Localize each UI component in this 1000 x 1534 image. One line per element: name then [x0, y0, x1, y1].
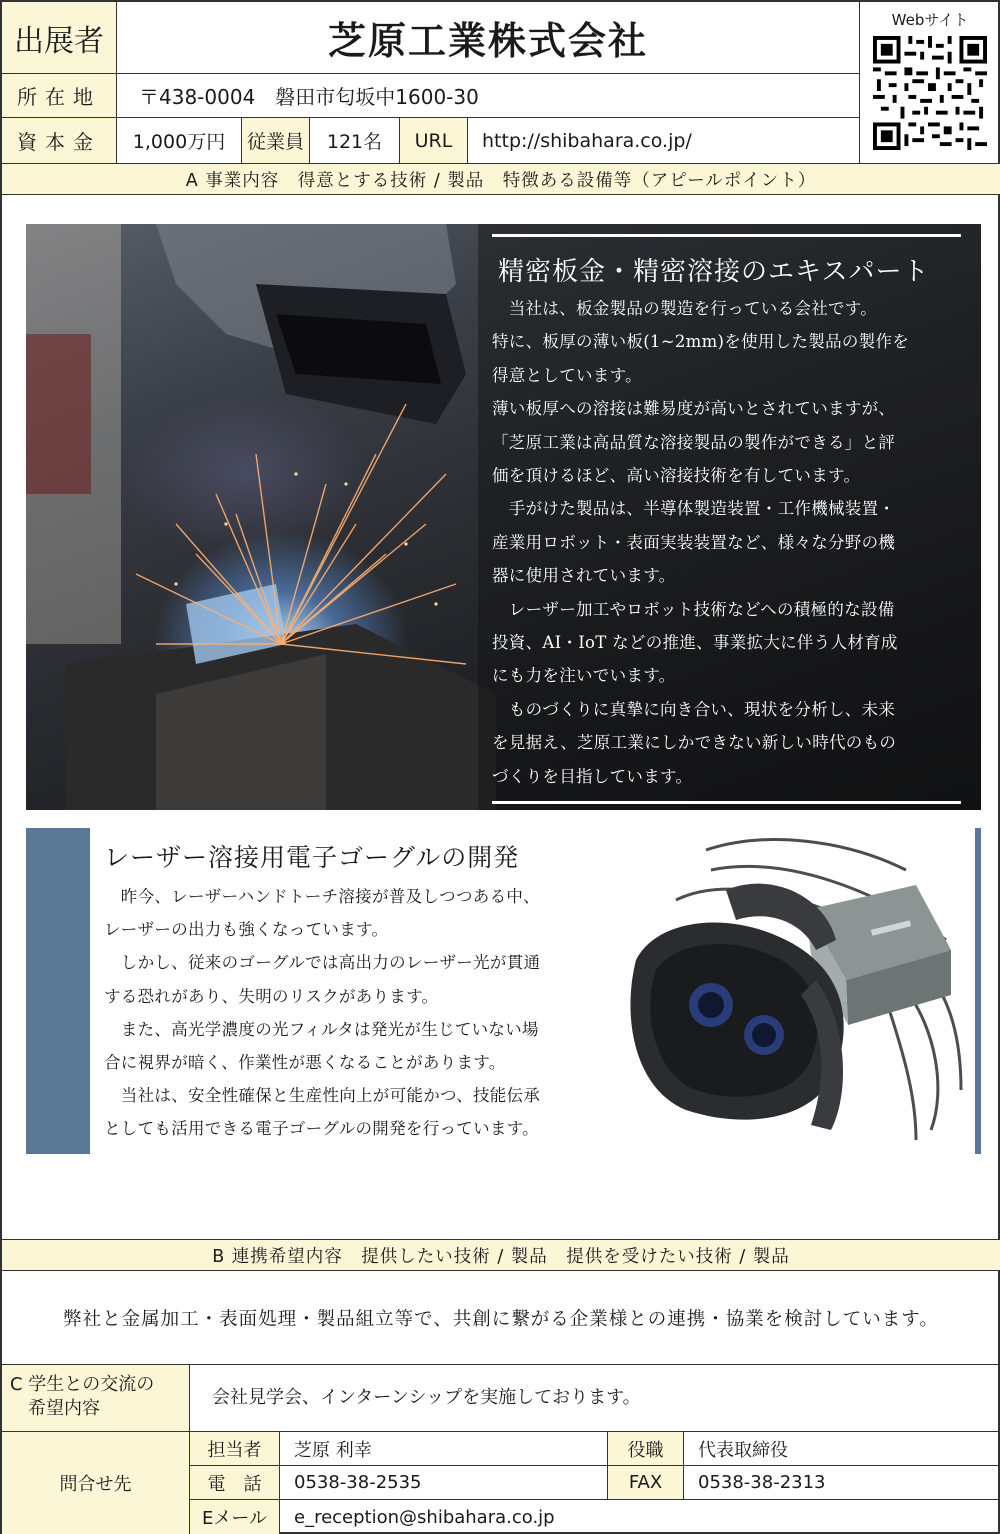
- goggle-line: レーザーの出力も強くなっています。: [104, 920, 389, 940]
- feature-line: 特に、板厚の薄い板(1~2mm)を使用した製品の製作を: [492, 332, 910, 352]
- accent-bar-right: [975, 828, 981, 1154]
- goggle-title: レーザー溶接用電子ゴーグルの開発: [104, 843, 520, 872]
- divider-bottom: [492, 801, 961, 804]
- email-link[interactable]: e_reception@shibahara.co.jp: [294, 1506, 555, 1528]
- goggle-line: しかし、従来のゴーグルでは高出力のレーザー光が貫通: [104, 953, 541, 973]
- person-value: 芝原 利幸: [280, 1432, 608, 1466]
- section-c-label-line2: 希望内容: [10, 1398, 100, 1419]
- feature-line: を見据え、芝原工業にしかできない新しい時代のもの: [492, 733, 897, 753]
- goggle-line: 昨今、レーザーハンドトーチ溶接が普及しつつある中、: [104, 887, 540, 906]
- feature-line: 産業用ロボット・表面実装装置など、様々な分野の機: [492, 532, 896, 552]
- feature-line: 手がけた製品は、半導体製造装置・工作機械装置・: [492, 499, 896, 519]
- feature-line: 投資、AI・IoT などの推進、事業拡大に伴う人材育成: [492, 633, 898, 653]
- feature-line: ものづくりに真摯に向き合い、現状を分析し、未来: [492, 699, 896, 719]
- position-label: 役職: [608, 1432, 684, 1466]
- goggle-feature-panel: [26, 828, 981, 1154]
- goggle-body: [104, 880, 624, 1146]
- feature-line: 薄い板厚への溶接は難易度が高いとされていますが、: [492, 399, 896, 419]
- section-b-heading: B 連携希望内容 提供したい技術 / 製品 提供を受けたい技術 / 製品: [2, 1239, 1000, 1271]
- qr-code-icon[interactable]: [873, 36, 987, 150]
- goggle-line: 合に視界が暗く、作業性が悪くなることがあります。: [104, 1053, 506, 1073]
- goggle-line: 当社は、安全性確保と生産性向上が可能かつ、技能伝承: [104, 1086, 541, 1106]
- exhibitor-label: 出展者: [2, 2, 117, 74]
- section-b-text: 弊社と金属加工・表面処理・製品組立等で、共創に繋がる企業様との連携・協業を検討しています。: [63, 1309, 939, 1330]
- company-name: 芝原工業株式会社: [117, 2, 860, 74]
- feature-line: レーザー加工やロボット技術などへの積極的な設備: [492, 599, 895, 619]
- feature-line: 当社は、板金製品の製造を行っている会社です。: [492, 299, 878, 318]
- feature-line: 「芝原工業は高品質な溶接製品の製作ができる」と評: [492, 432, 896, 452]
- section-c-label-line1: C 学生との交流の: [10, 1374, 155, 1395]
- feature-body: [492, 292, 961, 793]
- url-label: URL: [400, 118, 468, 164]
- email-label: Eメール: [190, 1500, 280, 1534]
- feature-line: 器に使用されています。: [492, 566, 676, 586]
- goggle-line: する恐れがあり、失明のリスクがあります。: [104, 986, 439, 1006]
- section-a-heading: A 事業内容 得意とする技術 / 製品 特徴ある設備等（アピールポイント）: [2, 163, 1000, 195]
- welding-feature-panel: [26, 224, 981, 810]
- phone-value[interactable]: 0538-38-2535: [280, 1466, 608, 1500]
- feature-title: 精密板金・精密溶接のエキスパート: [498, 257, 930, 287]
- welding-text-block: [484, 234, 969, 804]
- fax-label: FAX: [608, 1466, 684, 1500]
- feature-line: にも力を注いでいます。: [492, 666, 676, 686]
- divider-top: [492, 234, 961, 237]
- person-label: 担当者: [190, 1432, 280, 1466]
- qr-panel: [860, 2, 1000, 164]
- position-value: 代表取締役: [684, 1432, 1000, 1466]
- feature-line: づくりを目指しています。: [492, 766, 693, 786]
- goggle-line: としても活用できる電子ゴーグルの開発を行っています。: [104, 1119, 539, 1139]
- section-c-text: 会社見学会、インターンシップを実施しております。: [190, 1364, 1000, 1432]
- fax-value: 0538-38-2313: [684, 1466, 1000, 1500]
- location-label: 所在地: [2, 74, 117, 118]
- goggle-line: また、高光学濃度の光フィルタは発光が生じていない場: [104, 1019, 539, 1039]
- contact-label: 問合せ先: [2, 1432, 190, 1534]
- qr-title: Webサイト: [891, 11, 969, 29]
- goggle-text-block: [104, 838, 624, 1146]
- electronic-goggle-photo: [616, 830, 971, 1150]
- feature-line: 得意としています。: [492, 365, 642, 385]
- url-link[interactable]: http://shibahara.co.jp/: [468, 118, 860, 164]
- employees-label: 従業員: [242, 118, 310, 164]
- section-c-label: [2, 1364, 190, 1432]
- feature-line: 価を頂けるほど、高い溶接技術を有しています。: [492, 466, 861, 486]
- location-value: 〒438-0004 磐田市匂坂中1600-30: [117, 74, 860, 118]
- employees-value: 121名: [310, 118, 400, 164]
- capital-value: 1,000万円: [117, 118, 242, 164]
- accent-bar-left: [26, 828, 90, 1154]
- capital-label: 資本金: [2, 118, 117, 164]
- phone-label: 電 話: [190, 1466, 280, 1500]
